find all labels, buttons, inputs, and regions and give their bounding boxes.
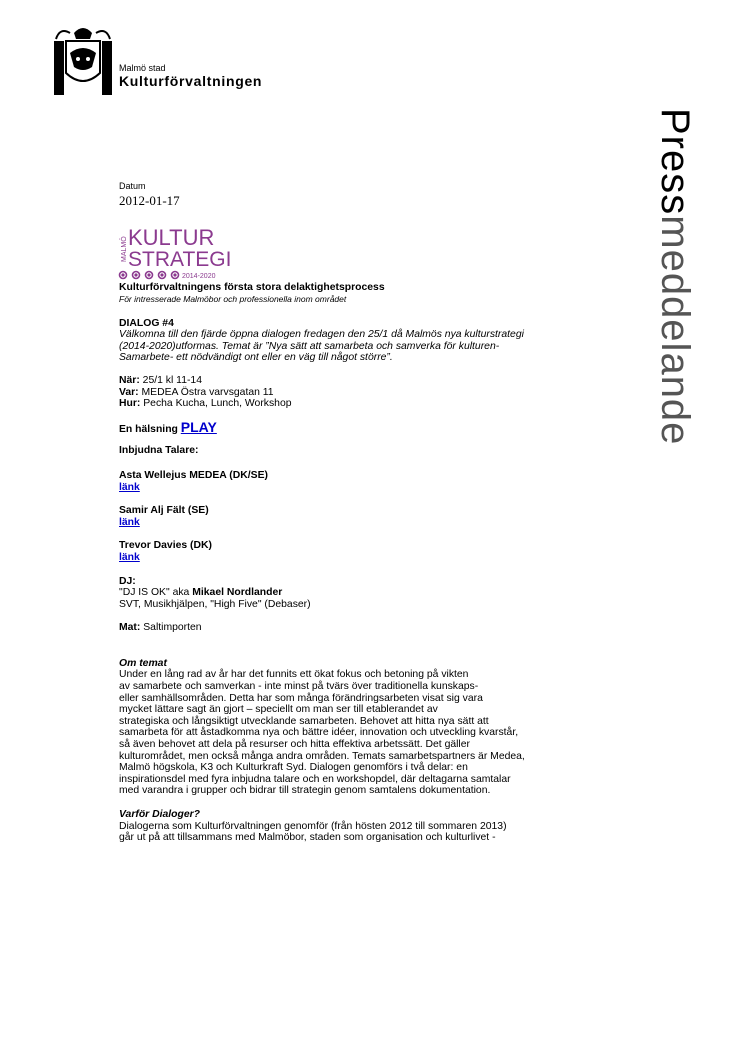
- speaker-link[interactable]: länk: [119, 481, 140, 493]
- press-release-vertical-title: [640, 108, 700, 548]
- theme-heading: Om temat: [119, 657, 167, 669]
- press-release-body: [119, 282, 599, 844]
- date-label: Datum: [119, 181, 146, 191]
- theme-line: inspirationsdel med fyra inbjudna talare och en workshopdel, där deltagarna samtalar: [119, 773, 511, 785]
- org-city-name: Malmö stad: [119, 63, 166, 73]
- food-row: [119, 622, 599, 634]
- when-value: 25/1 kl 11-14: [139, 374, 202, 386]
- theme-line: Malmö högskola, K3 och Kulturkraft Syd. Dialogen genomförs i två delar: en: [119, 762, 468, 774]
- dialog-line: (2014-2020)utformas. Temat är ”Nya sätt att samarbeta och samverka för kulturen-: [119, 340, 500, 352]
- logo-kultur-text: KULTUR: [128, 225, 215, 250]
- date-value: 2012-01-17: [119, 193, 180, 208]
- malmo-crest-logo: [52, 23, 114, 95]
- speaker-name: Samir Alj Fält (SE): [119, 505, 209, 517]
- vertical-title-press: Press: [653, 108, 697, 216]
- speaker-name: Asta Wellejus MEDEA (DK/SE): [119, 469, 268, 481]
- where-value: MEDEA Östra varvsgatan 11: [138, 386, 274, 398]
- dj-alias: "DJ IS OK" aka: [119, 587, 193, 599]
- svg-text:Pressmeddelande: [653, 108, 697, 445]
- dj-credits: SVT, Musikhjälpen, "High Five" (Debaser): [119, 598, 311, 610]
- when-row: [119, 375, 599, 387]
- logo-malmo-text: MALMÖ: [121, 236, 128, 262]
- theme-line: mycket lättare sagt än gjort – speciellt om man ser till etablerandet av: [119, 704, 438, 716]
- how-value: Pecha Kucha, Lunch, Workshop: [140, 398, 292, 410]
- speaker-link[interactable]: länk: [119, 551, 140, 563]
- where-row: [119, 387, 599, 399]
- theme-line: av samarbete och samverkan - inte minst på tvärs över traditionella kunskaps-: [119, 681, 479, 693]
- speakers-heading: Inbjudna Talare:: [119, 445, 199, 457]
- why-line: Dialogerna som Kulturförvaltningen genomför (från hösten 2012 till sommaren 2013): [119, 820, 507, 832]
- org-department-name: Kulturförvaltningen: [119, 73, 263, 89]
- dj-heading: DJ:: [119, 575, 136, 587]
- why-heading: Varför Dialoger?: [119, 809, 201, 820]
- logo-strategi-text: STRATEGI: [128, 248, 232, 271]
- when-label: När:: [119, 374, 140, 386]
- dj-row: [119, 587, 599, 599]
- play-link[interactable]: PLAY: [180, 418, 217, 435]
- greeting-text: En hälsning: [119, 423, 181, 435]
- theme-line: strategiska och långsiktigt utvecklande samarbeten. Behovet att hitta nya sätt att: [119, 715, 489, 727]
- where-label: Var:: [119, 386, 139, 398]
- vertical-title-meddelande: meddelande: [653, 215, 697, 446]
- dialog-heading: DIALOG #4: [119, 317, 174, 329]
- theme-line: eller samhällsområden. Detta har som många förändringsarbeten visat sig vara: [119, 692, 483, 704]
- greeting-row: [119, 418, 599, 436]
- theme-line: samarbeta för att åstadkomma nya och bättre idéer, innovation och utveckling kvarstår,: [119, 727, 519, 739]
- theme-line: kulturområdet, men också många andra områden. Temats samarbetspartners är Medea,: [119, 750, 525, 762]
- food-value: Saltimporten: [140, 622, 202, 634]
- dialog-line: Samarbete- ett nödvändigt ont eller en väg till något större”.: [119, 352, 393, 364]
- dj-name: Mikael Nordlander: [192, 587, 283, 599]
- kulturstrategi-logo: [117, 222, 242, 280]
- speaker-name: Trevor Davies (DK): [119, 540, 212, 552]
- food-label: Mat:: [119, 622, 141, 634]
- intro-title: Kulturförvaltningens första stora delaktighetsprocess: [119, 282, 385, 293]
- theme-line: med varandra i grupper och bidrar till strategin genom samtalens dokumentation.: [119, 785, 491, 797]
- theme-line: så även behovet att dela på resurser och hitta effektiva arbetssätt. Det gäller: [119, 739, 470, 751]
- speaker-link[interactable]: länk: [119, 516, 140, 528]
- how-label: Hur:: [119, 398, 141, 410]
- why-line: går ut på att tillsammans med Malmöbor, staden som organisation och kulturlivet -: [119, 832, 496, 844]
- logo-years-text: 2014-2020: [182, 273, 216, 280]
- intro-subtitle: För intresserade Malmöbor och professionella inom området: [119, 293, 347, 304]
- theme-line: Under en lång rad av år har det funnits ett ökat fokus och betoning på vikten: [119, 669, 469, 681]
- dialog-line: Välkomna till den fjärde öppna dialogen fredagen den 25/1 då Malmös nya kulturstrategi: [119, 329, 524, 341]
- how-row: [119, 398, 599, 410]
